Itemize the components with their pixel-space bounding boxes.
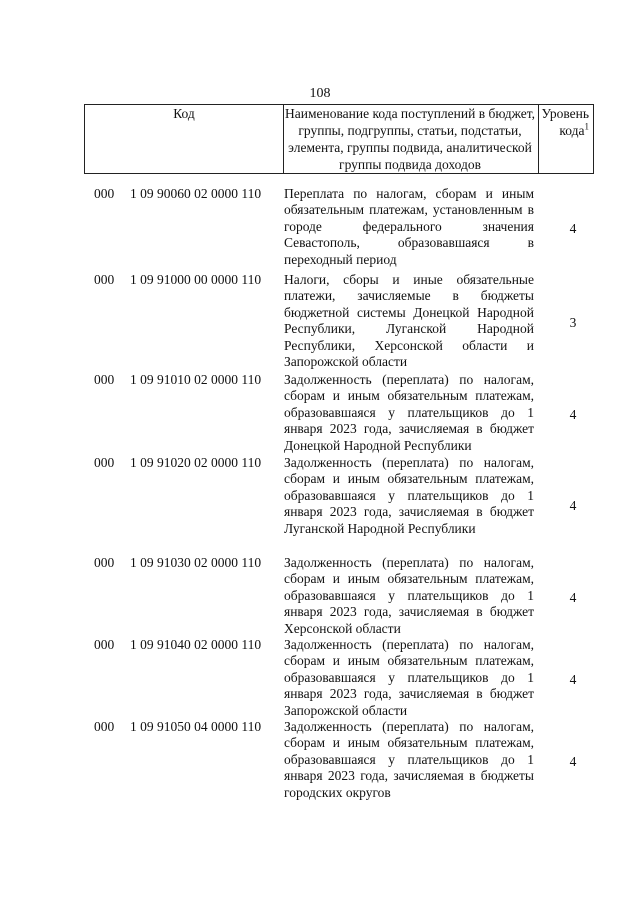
income-code: 1 09 91040 02 0000 110 <box>130 637 262 652</box>
admin-code: 000 <box>94 555 115 570</box>
code-level: 4 <box>569 672 577 687</box>
income-name: Задолженность (переплата) по налогам, сборам и иным обязательным платежам, образовавшаяся у плательщиков до 1 января 2023 года, зачисляемая в бюджет Запорожской области <box>284 637 534 718</box>
admin-code: 000 <box>94 637 115 652</box>
header-code: Код <box>84 105 284 173</box>
income-code: 1 09 91020 02 0000 110 <box>130 455 262 470</box>
admin-code: 000 <box>94 719 115 734</box>
header-name: Наименование кода поступлений в бюджет, группы, подгруппы, статьи, подстатьи, элемента, группы подвида, аналитической группы подвида доходов <box>282 105 539 173</box>
income-code: 1 09 91030 02 0000 110 <box>130 555 262 570</box>
table-row <box>84 186 594 268</box>
income-name: Задолженность (переплата) по налогам, сборам и иным обязательным платежам, образовавшаяся у плательщиков до 1 января 2023 года, зачисляемая в бюджет Луганской Народной Республики <box>284 455 534 536</box>
income-name: Задолженность (переплата) по налогам, сборам и иным обязательным платежам, образовавшаяся у плательщиков до 1 января 2023 года, зачисляемая в бюджет Донецкой Народной Республики <box>284 372 534 453</box>
income-name: Переплата по налогам, сборам и иным обязательным платежам, установленным в городе федерального значения Севастополь, образовавшаяся в переходный период <box>284 186 534 267</box>
table-header <box>84 104 594 174</box>
table-row <box>84 272 594 370</box>
table-row <box>84 455 594 553</box>
income-code: 1 09 91010 02 0000 110 <box>130 372 262 387</box>
code-level: 4 <box>569 407 577 422</box>
admin-code: 000 <box>94 455 115 470</box>
header-level-footnote: 1 <box>584 121 589 132</box>
code-level: 3 <box>569 315 577 331</box>
admin-code: 000 <box>94 272 115 287</box>
code-level: 4 <box>569 221 577 236</box>
code-level: 4 <box>569 754 577 769</box>
income-code: 1 09 91000 00 0000 110 <box>130 272 262 287</box>
income-code: 1 09 90060 02 0000 110 <box>130 186 262 201</box>
table-row <box>84 637 594 719</box>
header-level <box>538 105 594 173</box>
income-name: Задолженность (переплата) по налогам, сборам и иным обязательным платежам, образовавшаяся у плательщиков до 1 января 2023 года, зачисляемая в бюджеты городских округов <box>284 719 534 800</box>
table-row <box>84 372 594 454</box>
income-code: 1 09 91050 04 0000 110 <box>130 719 262 734</box>
header-level-label: Уровень кода <box>541 106 589 138</box>
admin-code: 000 <box>94 186 115 201</box>
table-row <box>84 555 594 637</box>
table-row <box>84 719 594 801</box>
income-name: Задолженность (переплата) по налогам, сборам и иным обязательным платежам, образовавшаяся у плательщиков до 1 января 2023 года, зачисляемая в бюджет Херсонской области <box>284 555 534 636</box>
code-level: 4 <box>569 590 577 605</box>
admin-code: 000 <box>94 372 115 387</box>
code-level: 4 <box>569 498 577 514</box>
income-name: Налоги, сборы и иные обязательные платежи, зачисляемые в бюджеты бюджетной системы Донецкой Народной Республики, Луганской Народной Республики, Херсонской области и Запорожской области <box>284 272 534 370</box>
page-number: 108 <box>309 86 331 101</box>
